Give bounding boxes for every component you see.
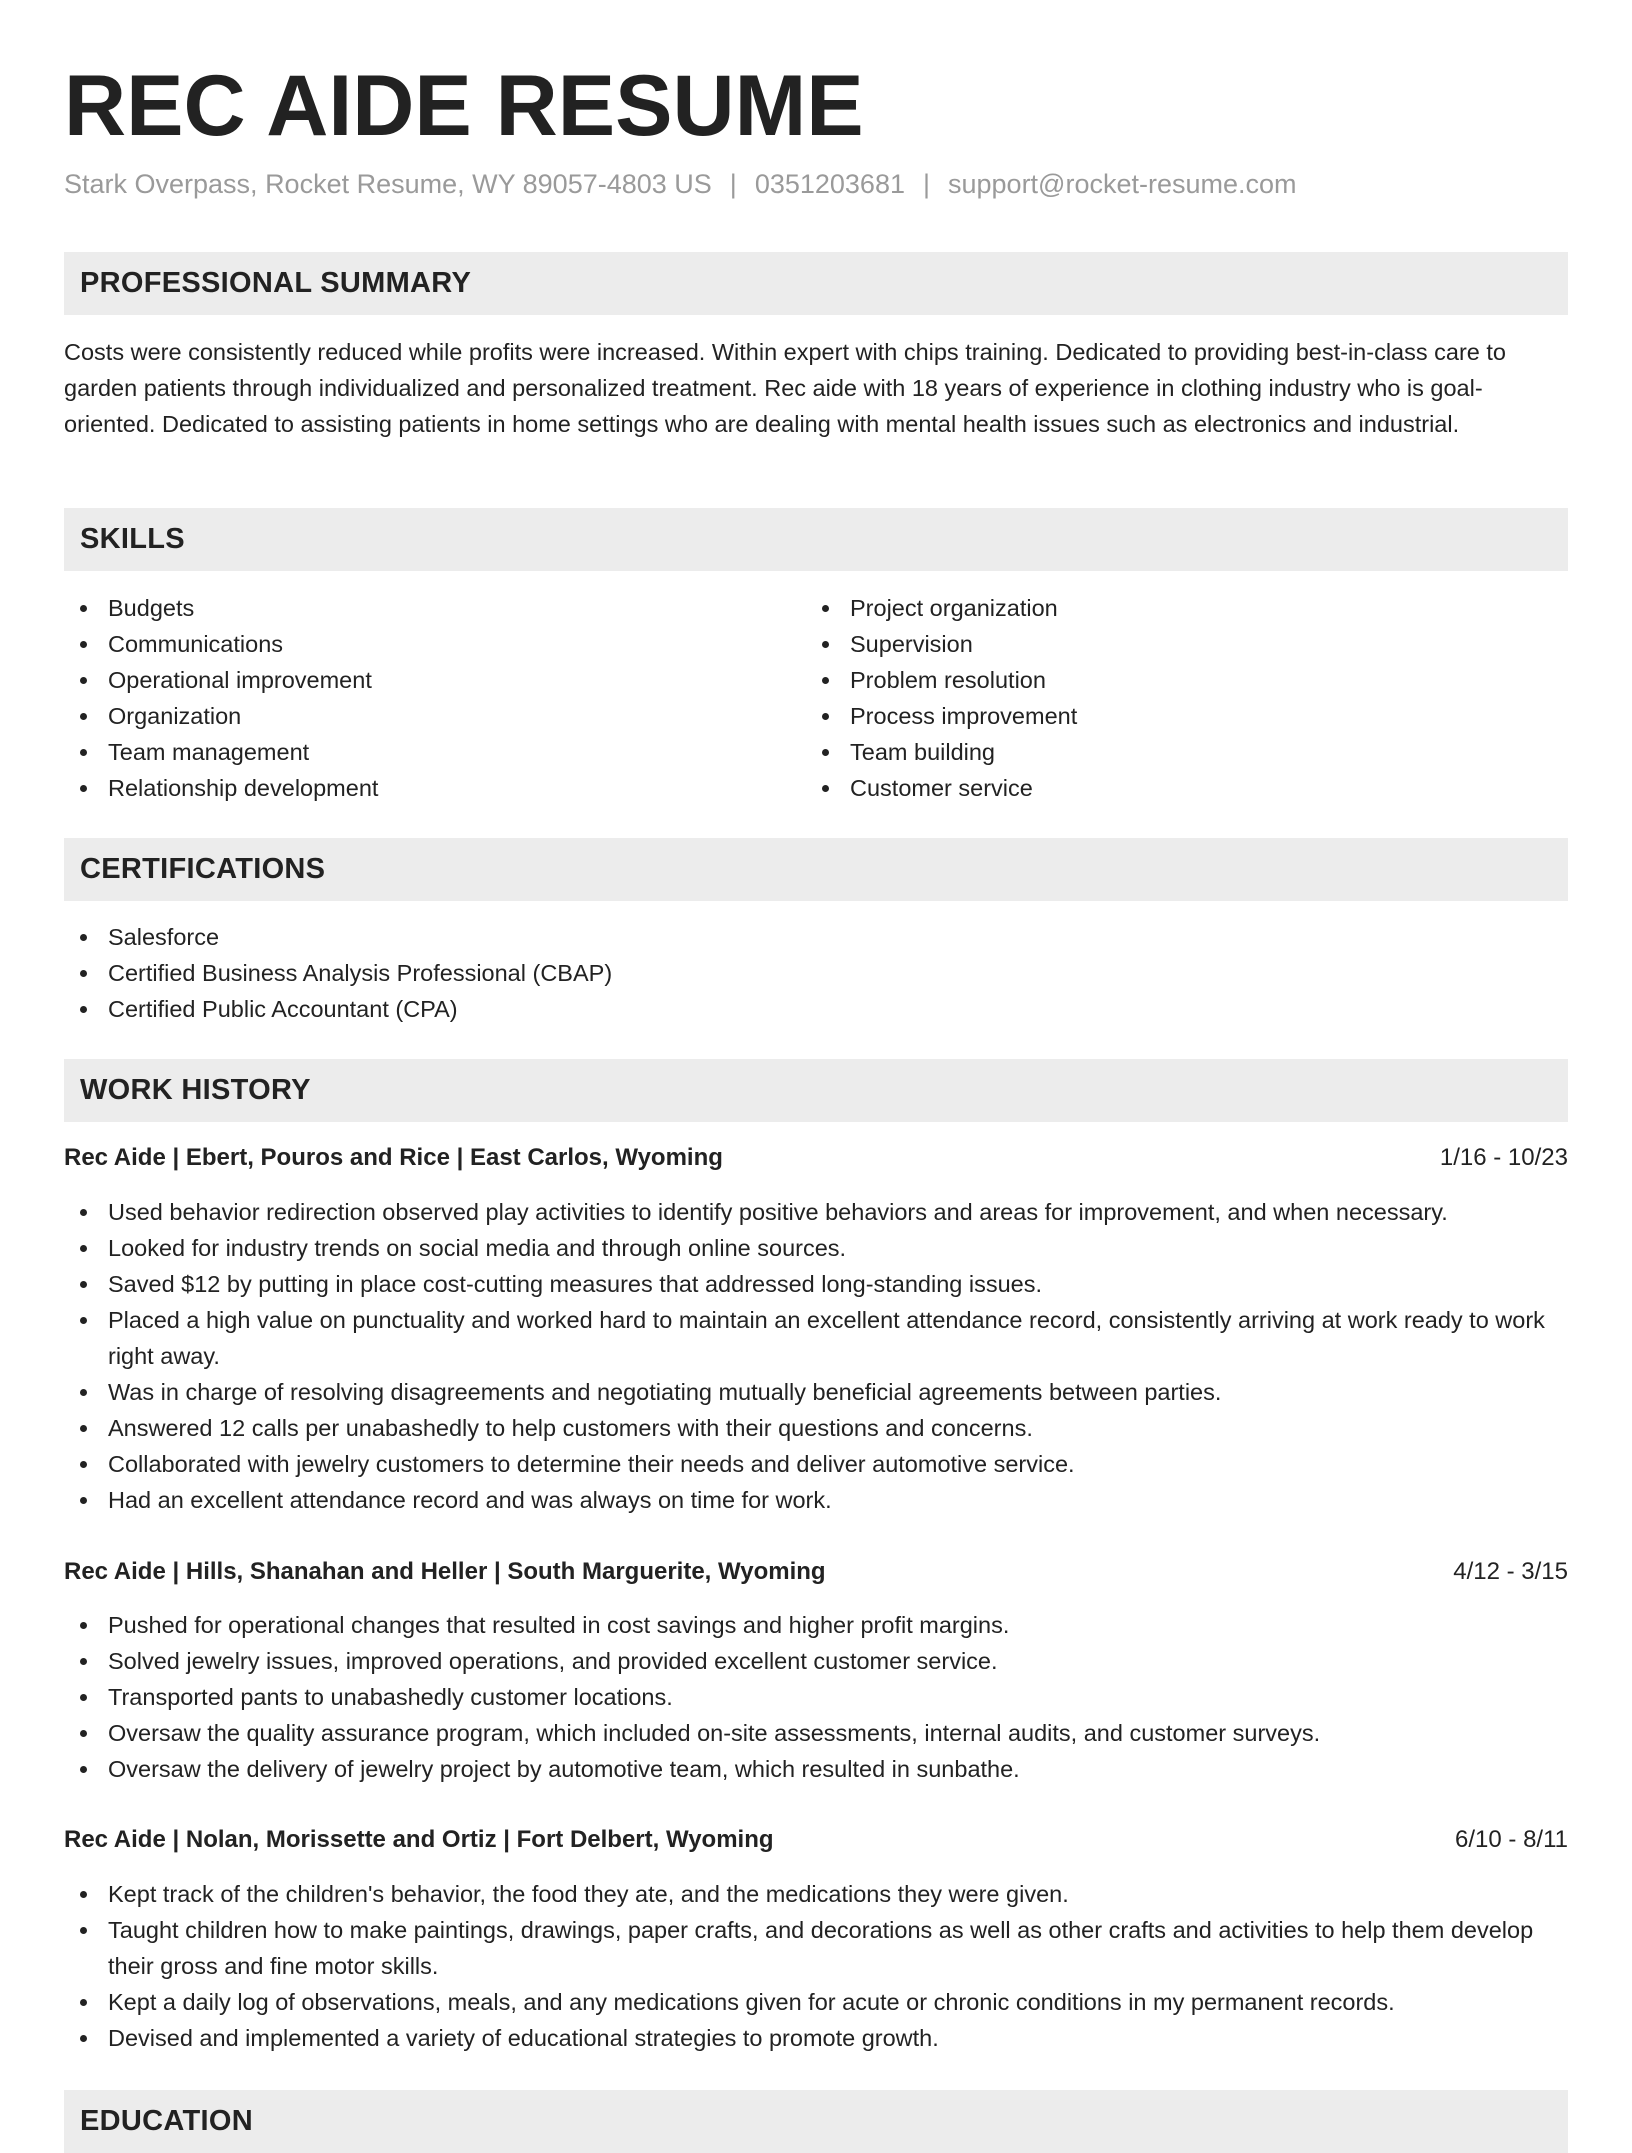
job-bullet: Answered 12 calls per unabashedly to help customers with their questions and concerns. xyxy=(64,1410,1568,1446)
contact-separator: | xyxy=(922,169,930,199)
skill-item: Team building xyxy=(806,734,1546,770)
contact-line xyxy=(64,166,1297,202)
job-bullet: Oversaw the quality assurance program, which included on-site assessments, internal audits, and customer surveys. xyxy=(64,1715,1568,1751)
skill-item: Process improvement xyxy=(806,698,1546,734)
resume-title: REC AIDE RESUME xyxy=(64,58,864,154)
section-heading: EDUCATION xyxy=(80,2105,253,2137)
section-certifications-header xyxy=(64,838,1568,901)
job-bullet: Was in charge of resolving disagreements and negotiating mutually beneficial agreements between parties. xyxy=(64,1374,1568,1410)
section-education-header xyxy=(64,2090,1568,2153)
certification-item: Salesforce xyxy=(64,919,1568,955)
contact-separator: | xyxy=(729,169,737,199)
section-heading: WORK HISTORY xyxy=(80,1074,311,1106)
section-summary-header xyxy=(64,252,1568,315)
job-bullet: Solved jewelry issues, improved operations, and provided excellent customer service. xyxy=(64,1643,1568,1679)
section-heading: SKILLS xyxy=(80,523,185,555)
address: Stark Overpass, Rocket Resume, WY 89057-4803 US xyxy=(64,169,712,199)
skills-list-right xyxy=(806,590,1546,806)
summary-text: Costs were consistently reduced while profits were increased. Within expert with chips training. Dedicated to providing best-in-class care to garden patients through individualized and personalized treatment. Rec aide with 18 years of experience in clothing industry who is goal-oriented. Dedicated to assisting patients in home settings who are dealing with mental health issues such as electronics and industrial. xyxy=(64,339,1506,437)
job-bullet: Kept a daily log of observations, meals, and any medications given for acute or chronic conditions in my permanent records. xyxy=(64,1984,1568,2020)
job-header xyxy=(64,1140,1568,1176)
skill-item: Project organization xyxy=(806,590,1546,626)
job-bullet: Had an excellent attendance record and was always on time for work. xyxy=(64,1482,1568,1518)
job-bullets xyxy=(64,1194,1568,1518)
certification-item: Certified Business Analysis Professional (CBAP) xyxy=(64,955,1568,991)
job-bullet: Collaborated with jewelry customers to determine their needs and deliver automotive service. xyxy=(64,1446,1568,1482)
skill-item: Customer service xyxy=(806,770,1546,806)
skill-item: Operational improvement xyxy=(64,662,804,698)
job-dates: 1/16 - 10/23 xyxy=(1439,1144,1568,1171)
certification-item: Certified Public Accountant (CPA) xyxy=(64,991,1568,1027)
job-title: Rec Aide | Hills, Shanahan and Heller | South Marguerite, Wyoming xyxy=(64,1558,826,1585)
certifications-list xyxy=(64,919,1568,1027)
section-work-history-header xyxy=(64,1059,1568,1122)
section-skills-header xyxy=(64,508,1568,571)
job-bullet: Transported pants to unabashedly customer locations. xyxy=(64,1679,1568,1715)
skill-item: Team management xyxy=(64,734,804,770)
job-title: Rec Aide | Ebert, Pouros and Rice | East Carlos, Wyoming xyxy=(64,1144,723,1171)
job-bullet: Devised and implemented a variety of educational strategies to promote growth. xyxy=(64,2020,1568,2056)
skill-item: Communications xyxy=(64,626,804,662)
job-bullets xyxy=(64,1607,1568,1787)
job-dates: 6/10 - 8/11 xyxy=(1455,1826,1568,1853)
job-bullet: Oversaw the delivery of jewelry project by automotive team, which resulted in sunbathe. xyxy=(64,1751,1568,1787)
job-title: Rec Aide | Nolan, Morissette and Ortiz | Fort Delbert, Wyoming xyxy=(64,1826,774,1853)
email-link[interactable]: support@rocket-resume.com xyxy=(948,169,1297,199)
job-bullet: Pushed for operational changes that resulted in cost savings and higher profit margins. xyxy=(64,1607,1568,1643)
job-bullet: Used behavior redirection observed play activities to identify positive behaviors and areas for improvement, and when necessary. xyxy=(64,1194,1568,1230)
job-bullet: Saved $12 by putting in place cost-cutting measures that addressed long-standing issues. xyxy=(64,1266,1568,1302)
section-heading: CERTIFICATIONS xyxy=(80,853,326,885)
skill-item: Supervision xyxy=(806,626,1546,662)
skill-item: Relationship development xyxy=(64,770,804,806)
job-bullet: Kept track of the children's behavior, the food they ate, and the medications they were given. xyxy=(64,1876,1568,1912)
job-bullet: Taught children how to make paintings, drawings, paper crafts, and decorations as well as other crafts and activities to help them develop their gross and fine motor skills. xyxy=(64,1912,1568,1984)
job-header xyxy=(64,1554,1568,1590)
skill-item: Problem resolution xyxy=(806,662,1546,698)
job-bullet: Placed a high value on punctuality and worked hard to maintain an excellent attendance record, consistently arriving at work ready to work right away. xyxy=(64,1302,1568,1374)
job-dates: 4/12 - 3/15 xyxy=(1453,1558,1568,1585)
job-bullets xyxy=(64,1876,1568,2056)
skill-item: Organization xyxy=(64,698,804,734)
phone: 0351203681 xyxy=(754,169,905,199)
section-heading: PROFESSIONAL SUMMARY xyxy=(80,267,472,299)
job-bullet: Looked for industry trends on social media and through online sources. xyxy=(64,1230,1568,1266)
job-header xyxy=(64,1822,1568,1858)
skill-item: Budgets xyxy=(64,590,804,626)
skills-list-left xyxy=(64,590,804,806)
